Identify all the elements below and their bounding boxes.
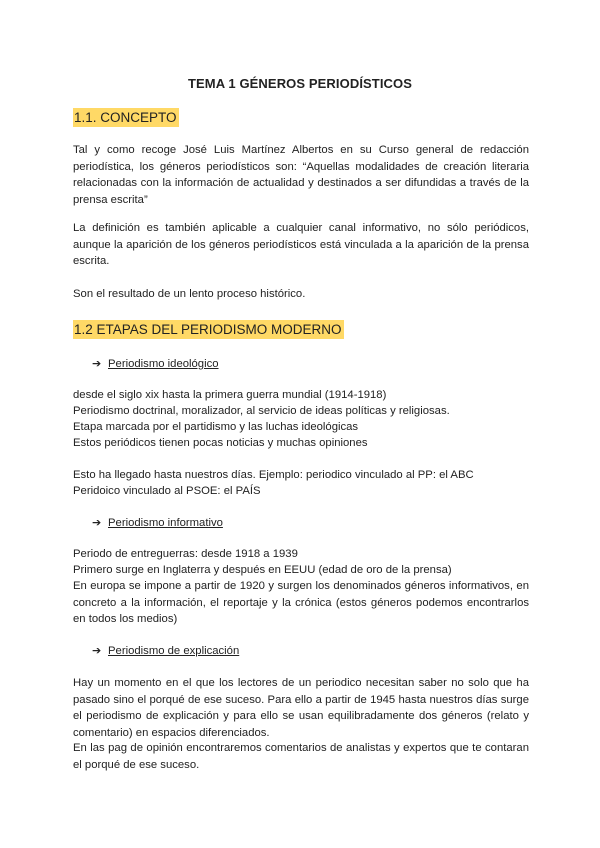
- paragraph-opinion: En las pag de opinión encontraremos comentarios de analistas y expertos que te contaran el porqué de ese suceso.: [73, 742, 529, 771]
- bullet-label: Periodismo de explicación: [108, 645, 240, 657]
- bullet-periodismo-informativo: [92, 515, 223, 531]
- bullet-label: Periodismo ideológico: [108, 358, 219, 370]
- paragraph-informativo: En europa se impone a partir de 1920 y surgen los denominados géneros informativos, en concreto a la información, el reportaje y la crónica (estos géneros podemos encontrarlos en todos los medios): [73, 580, 529, 626]
- text-line: Estos periódicos tienen pocas noticias y muchas opiniones: [73, 437, 368, 449]
- paragraph-scope: La definición es también aplicable a cualquier canal informativo, no sólo periódicos, aunque la aparición de los géneros periodísticos está vinculada a la aparición de la prensa escrita.: [73, 222, 529, 268]
- document-title: TEMA 1 GÉNEROS PERIODÍSTICOS: [187, 76, 413, 91]
- arrow-right-icon: ➔: [92, 357, 102, 370]
- text-line: Esto ha llegado hasta nuestros días. Ejemplo: periodico vinculado al PP: el ABC: [73, 469, 474, 481]
- arrow-right-icon: ➔: [92, 516, 102, 529]
- bullet-periodismo-ideologico: [92, 356, 219, 372]
- section-heading-etapas: 1.2 ETAPAS DEL PERIODISMO MODERNO: [74, 322, 342, 337]
- paragraph-definition: Tal y como recoge José Luis Martínez Albertos en su Curso general de redacción periodística, los géneros periodísticos son: “Aquellas modalidades de creación literaria relacionadas con la información de actualidad y destinados a ser difundidas a través de la prensa escrita”: [73, 144, 529, 206]
- text-line: desde el siglo xix hasta la primera guerra mundial (1914-1918): [73, 389, 387, 401]
- text-line: Peridoico vinculado al PSOE: el PAÍS: [73, 485, 261, 497]
- paragraph-explicacion: Hay un momento en el que los lectores de un periodico necesitan saber no solo que ha pasado sino el porqué de ese suceso. Para ello a partir de 1945 hasta nuestros días surge el periodismo de explicación y para ello se usan equilibradamente dos géneros (relato y comentario) en espacios diferenciados.: [73, 677, 529, 739]
- arrow-right-icon: ➔: [92, 644, 102, 657]
- bullet-label: Periodismo informativo: [108, 517, 223, 529]
- text-line: Etapa marcada por el partidismo y las luchas ideológicas: [73, 421, 359, 433]
- text-line: Periodo de entreguerras: desde 1918 a 1939: [73, 548, 298, 560]
- text-line: Periodismo doctrinal, moralizador, al servicio de ideas políticas y religiosas.: [73, 405, 450, 417]
- section-heading-concepto: 1.1. CONCEPTO: [74, 110, 177, 125]
- bullet-periodismo-explicacion: [92, 643, 239, 659]
- text-line: Primero surge en Inglaterra y después en EEUU (edad de oro de la prensa): [73, 564, 452, 576]
- paragraph-origin: Son el resultado de un lento proceso histórico.: [73, 288, 306, 300]
